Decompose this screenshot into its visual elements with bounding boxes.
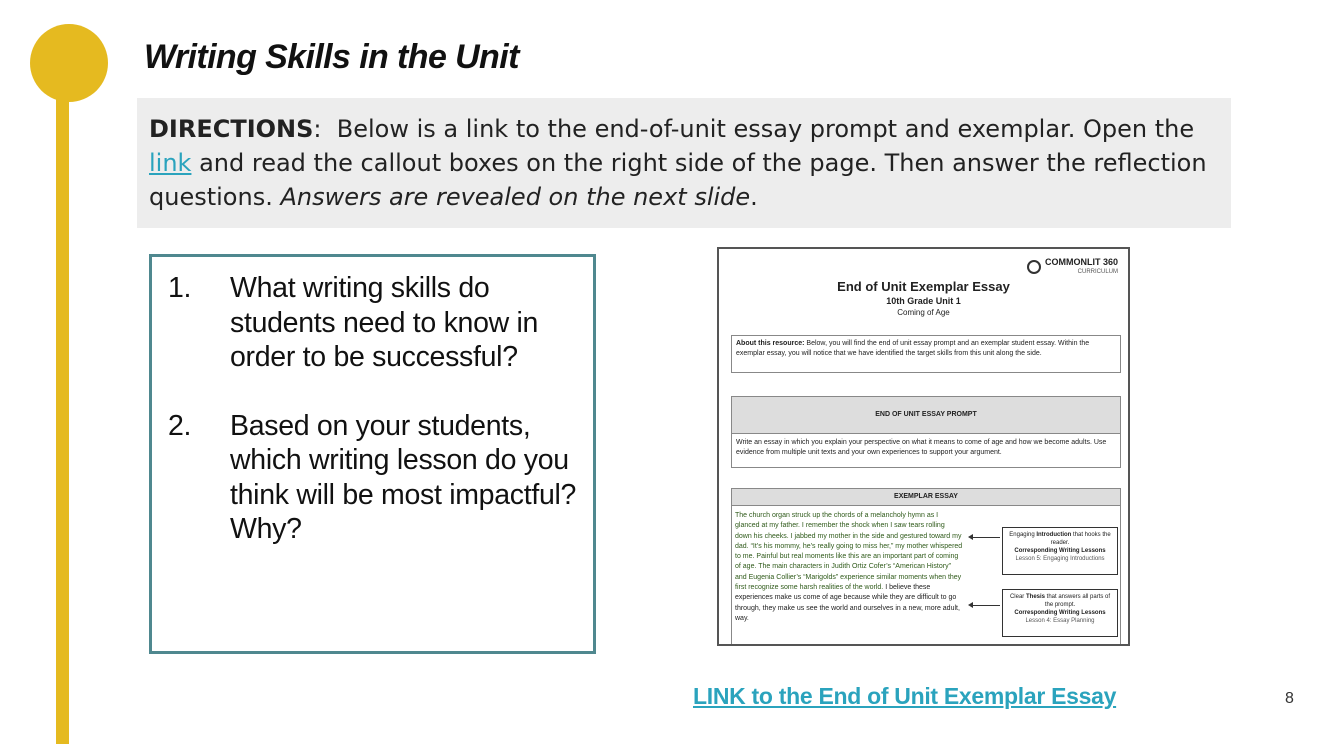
directions-link[interactable]: link — [149, 149, 192, 177]
page-number: 8 — [1285, 690, 1294, 707]
logo-text: COMMONLIT 360 — [1044, 257, 1118, 267]
exemplar-essay-section — [731, 488, 1121, 646]
essay-prompt-header: END OF UNIT ESSAY PROMPT — [732, 397, 1120, 434]
question-text: What writing skills do students need to know in order to be successful? — [230, 272, 539, 373]
question-item — [168, 271, 583, 375]
essay-document-preview[interactable] — [717, 247, 1130, 646]
exemplar-essay-link[interactable]: LINK to the End of Unit Exemplar Essay — [693, 683, 1117, 709]
decorative-circle — [30, 24, 108, 102]
directions-text-1: Below is a link to the end-of-unit essay prompt and exemplar. Open the — [321, 115, 1202, 143]
questions-list — [168, 271, 583, 547]
commonlit-logo — [1027, 257, 1118, 277]
question-item — [168, 409, 583, 547]
logo-mark-icon — [1027, 260, 1041, 274]
decorative-bar — [56, 60, 69, 744]
question-number: 2. — [168, 409, 192, 442]
about-resource-box — [731, 335, 1121, 373]
directions-end: . — [750, 183, 758, 211]
callout-thesis: Clear Thesis that answers all parts of the prompt. Corresponding Writing Lessons Lesson 4: Essay Planning — [1002, 589, 1118, 637]
document-title: End of Unit Exemplar Essay — [837, 279, 1010, 294]
slide-title: Writing Skills in the Unit — [144, 38, 519, 76]
directions-label: DIRECTIONS — [149, 115, 314, 143]
essay-thesis-text: I believe these experiences make us come of age because while they are difficult to go through, they make us see the world and ourselves in a new, more adult, way. — [735, 584, 960, 622]
document-subtitle-theme: Coming of Age — [897, 308, 950, 317]
essay-prompt-text: Write an essay in which you explain your perspective on what it means to come of age and how we become adults. Use evidence from multiple unit texts and your own experiences to support your argument. — [736, 439, 1107, 456]
document-subtitle-grade: 10th Grade Unit 1 — [886, 296, 961, 306]
question-text: Based on your students, which writing lesson do you think will be most impactful? Why? — [230, 409, 577, 545]
exemplar-essay-text — [735, 511, 963, 624]
questions-box — [149, 254, 596, 654]
arrow-left-icon — [972, 537, 1000, 538]
about-label: About this resource: — [736, 340, 805, 347]
directions-box — [137, 98, 1231, 228]
callout-introduction: Engaging Introduction that hooks the reader. Corresponding Writing Lessons Lesson 5: Engaging Introductions — [1002, 527, 1118, 575]
essay-intro-text: The church organ struck up the chords of a melancholy hymn as I glanced at my father. I remember the shock when I saw tears rolling down his cheeks. I jabbed my mother in the side and gestured toward my dad. “It’s his mommy, he’s really going to miss her,” my mother whispered to me. Painful but real moments like this are an important part of coming of age. The main characters in Judith Ortiz Cofer’s “American History” and Eugenia Collier’s “Marigolds” experience similar moments when they first recognize some harsh realities of the world. — [735, 512, 963, 592]
essay-prompt-section — [731, 396, 1121, 468]
exemplar-essay-header: EXEMPLAR ESSAY — [732, 489, 1120, 506]
question-number: 1. — [168, 272, 192, 304]
directions-colon: : — [313, 115, 322, 143]
logo-subtext: CURRICULUM — [1077, 269, 1118, 275]
about-text: Below, you will find the end of unit essay prompt and an exemplar student essay. Within the exemplar essay, you will notice that we have identified the target skills from this unit along the side. — [736, 340, 1090, 357]
directions-text-2: and read the callout boxes on the right side of the page. Then answer the reflection questions. — [149, 149, 1207, 211]
arrow-left-icon — [972, 605, 1000, 606]
directions-italic: Answers are revealed on the next slide — [280, 183, 751, 211]
